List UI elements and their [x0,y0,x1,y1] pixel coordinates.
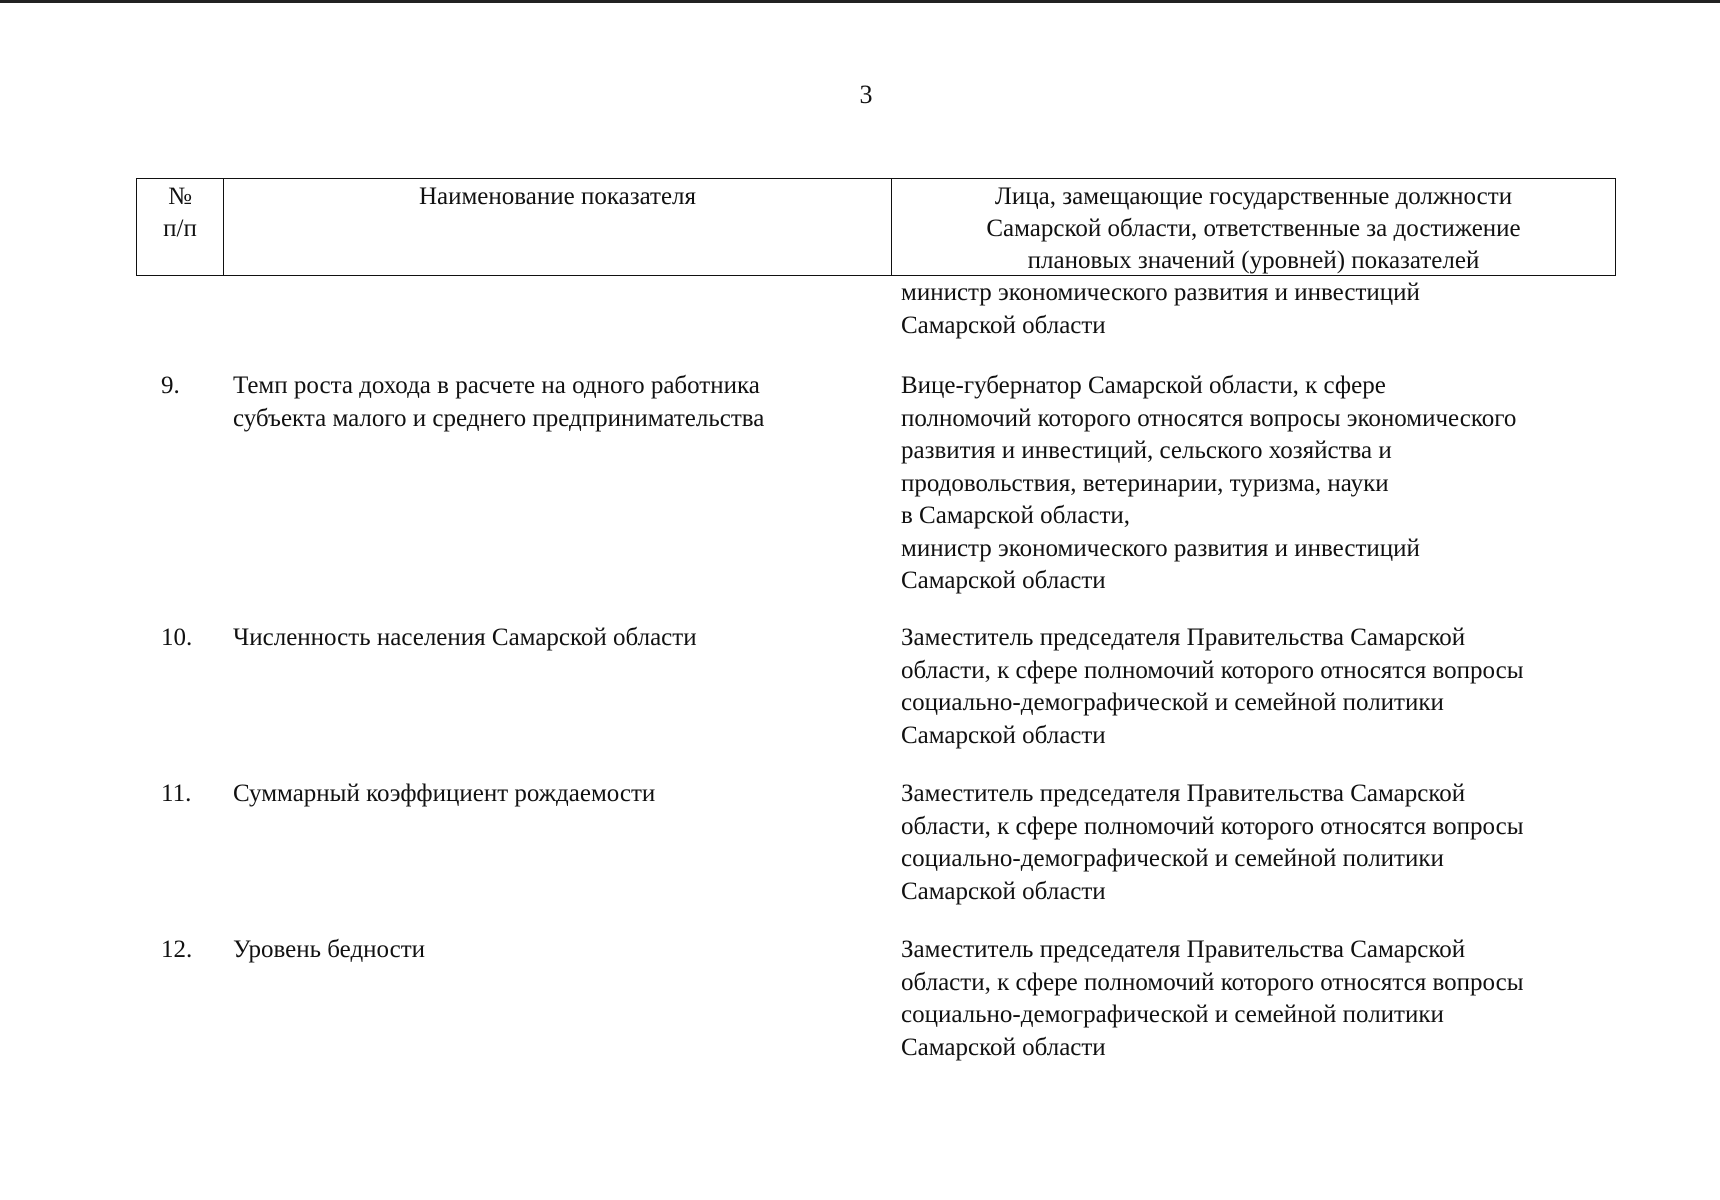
header-number-sign: № [168,183,192,210]
responsible-line: продовольствия, ветеринарии, туризма, науки [901,469,1389,497]
responsible-cell [901,622,1616,752]
row-number: 11. [161,780,192,807]
responsible-line: Самарской области [901,877,1106,905]
header-responsible-line: плановых значений (уровней) показателей [1027,247,1480,274]
responsible-line: Вице-губернатор Самарской области, к сфере [901,372,1386,399]
responsible-line: Самарской области [901,311,1106,339]
responsible-cell [901,370,1616,598]
page-top-edge [0,0,1720,3]
header-indicator-name-column: Наименование показателя [224,179,892,275]
responsible-line: области, к сфере полномочий которого относятся вопросы [901,968,1524,996]
indicator-name-line: Уровень бедности [233,936,426,963]
row-number: 10. [161,624,193,651]
responsible-line: в Самарской области, [901,502,1130,529]
indicator-name-line: Темп роста дохода в расчете на одного работника [233,372,760,399]
header-number-abbrev: п/п [163,215,197,242]
indicator-name-cell [233,622,893,655]
responsible-line: полномочий которого относятся вопросы экономического [901,404,1517,432]
row-number: 9. [161,372,180,399]
header-responsible-line: Самарской области, ответственные за достижение [986,215,1521,242]
header-responsible-line: Лица, замещающие государственные должности [994,183,1513,210]
responsible-line: Самарской области [901,721,1106,749]
responsible-line: социально-демографической и семейной политики [901,1001,1444,1028]
page-number: 3 [859,80,873,109]
responsible-line: области, к сфере полномочий которого относятся вопросы [901,656,1524,684]
responsible-line: Самарской области [901,1033,1106,1061]
responsible-line: министр экономического развития и инвестиций [901,279,1420,306]
row-number: 12. [161,936,193,963]
header-responsible-column [892,179,1615,275]
responsible-line: области, к сфере полномочий которого относятся вопросы [901,812,1524,840]
indicator-name-line: Суммарный коэффициент рождаемости [233,780,656,807]
table-header [136,178,1616,276]
indicator-name-cell [233,370,893,435]
responsible-cell [901,934,1616,1064]
responsible-line: социально-демографической и семейной политики [901,845,1444,872]
responsible-cell [901,277,1616,342]
indicator-name-line: субъекта малого и среднего предпринимательства [233,404,765,432]
responsible-cell [901,778,1616,908]
indicator-name-cell [233,778,893,811]
responsible-line: Заместитель председателя Правительства Самарской [901,780,1466,807]
responsible-line: социально-демографической и семейной политики [901,689,1444,716]
indicator-name-line: Численность населения Самарской области [233,624,697,651]
responsible-line: развития и инвестиций, сельского хозяйства и [901,437,1392,464]
responsible-line: Заместитель председателя Правительства Самарской [901,624,1466,651]
indicator-name-cell [233,934,893,967]
header-number-column [137,179,224,275]
responsible-line: Самарской области [901,567,1106,594]
responsible-line: министр экономического развития и инвестиций [901,534,1420,562]
responsible-line: Заместитель председателя Правительства Самарской [901,936,1466,963]
